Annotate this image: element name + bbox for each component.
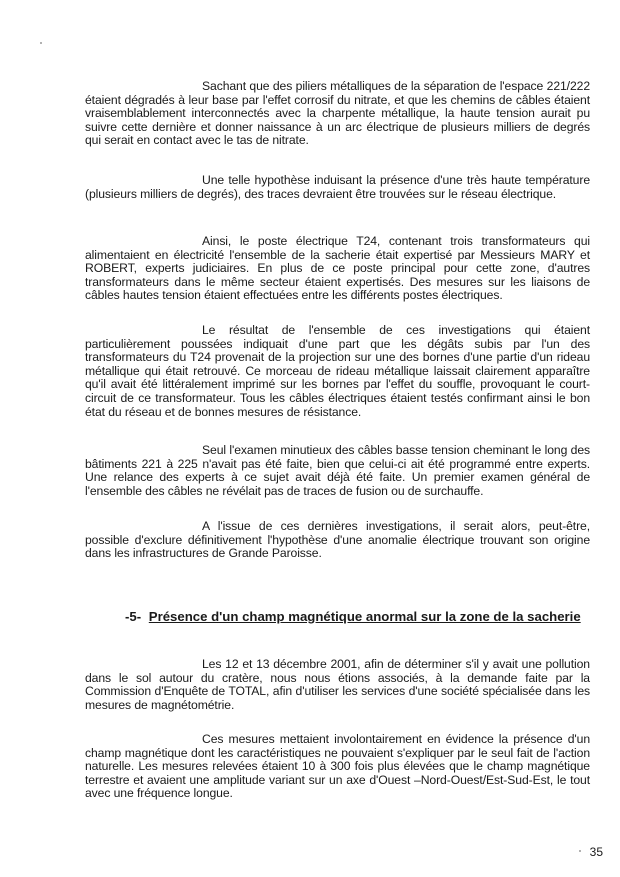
section-number: -5- (125, 609, 142, 624)
paragraph-3: Ainsi, le poste électrique T24, contenant trois transformateurs qui alimentaient en électricité l'ensemble de la sacherie était expertisé par Messieurs MARY et ROBERT, experts judiciaires. En plus de ce poste principal pour cette zone, d'autres transformateurs dans le même secteur étaient expertisés. Des mesures sur les liaisons de câbles hautes tension étaient effectuées entre les différents postes électriques. (85, 234, 590, 303)
section-heading (125, 609, 585, 624)
scan-speck (40, 42, 42, 44)
section-title: Présence d'un champ magnétique anormal sur la zone de la sacherie (148, 609, 581, 624)
paragraph-1: Sachant que des piliers métalliques de la séparation de l'espace 221/222 étaient dégradés à leur base par l'effet corrosif du nitrate, et que les chemins de câbles étaient vraisemblablement interconnectés avec la charpente métallique, la haute tension aurait pu suivre cette dernière et donner naissance à un arc électrique de plusieurs milliers de degrés qui serait en contact avec le tas de nitrate. (85, 79, 590, 148)
paragraph-7: Les 12 et 13 décembre 2001, afin de déterminer s'il y avait une pollution dans le sol autour du cratère, nous nous étions associés, à la demande faite par la Commission d'Enquête de TOTAL, afin d'utiliser les services d'une société spécialisée dans les mesures de magnétométrie. (85, 657, 590, 712)
paragraph-8: Ces mesures mettaient involontairement en évidence la présence d'un champ magnétique dont les caractéristiques ne pouvaient s'expliquer par le seul fait de l'action naturelle. Les mesures relevées étaient 10 à 300 fois plus élevées que le champ magnétique terrestre et avaient une amplitude variant sur un axe d'Ouest –Nord-Ouest/Est-Sud-Est, le tout avec une fréquence longue. (85, 732, 590, 801)
paragraph-2: Une telle hypothèse induisant la présence d'une très haute température (plusieurs milliers de degrés), des traces devraient être trouvées sur le réseau électrique. (85, 173, 590, 201)
paragraph-6: A l'issue de ces dernières investigations, il serait alors, peut-être, possible d'exclure définitivement l'hypothèse d'une anomalie électrique trouvant son origine dans les infrastructures de Grande Paroisse. (85, 519, 590, 561)
scan-speck (579, 850, 581, 852)
paragraph-4: Le résultat de l'ensemble de ces investigations qui étaient particulièrement poussées indiquait d'une part que les dégâts subis par l'un des transformateurs du T24 provenait de la projection sur une des bornes d'une partie d'un rideau métallique qui était retrouvé. Ce morceau de rideau métallique laissait clairement apparaître qu'il avait été littéralement imprimé sur les bornes par l'effet du souffle, provoquant le court-circuit de ce transformateur. Tous les câbles électriques étaient testés confirmant ainsi le bon état du réseau et de bonnes mesures de résistance. (85, 323, 590, 419)
page-number: 35 (589, 845, 603, 859)
paragraph-5: Seul l'examen minutieux des câbles basse tension cheminant le long des bâtiments 221 à 225 n'avait pas été faite, bien que celui-ci ait été programmé entre experts. Une relance des experts à ce sujet avait déjà été faite. Un premier examen général de l'ensemble des câbles ne révélait pas de traces de fusion ou de surchauffe. (85, 443, 590, 498)
